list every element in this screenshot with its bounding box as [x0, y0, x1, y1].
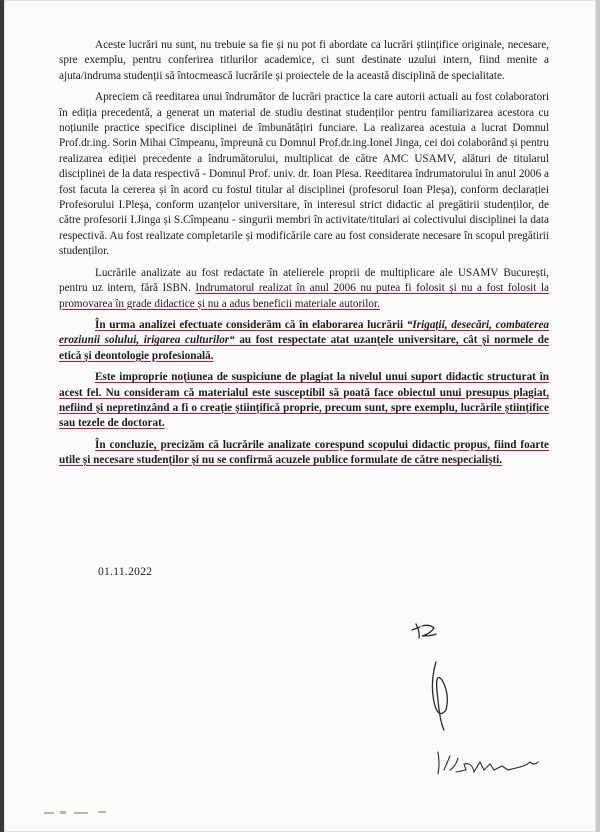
signature-2	[432, 662, 447, 730]
analysis-lead: În urma analizei efectuate considerăm că în elaborarea lucrării	[95, 318, 407, 331]
analysis-title: “Irigații, desecări, combaterea eroziunii solului, irigarea culturilor“	[59, 318, 549, 347]
signature-1	[412, 624, 436, 638]
printing-underlined-text: Indrumatorul realizat în anul 2006 nu putea fi folosit și nu a fost folosit la promovarea în grade didactice și nu a adus beneficii materiale autorilor.	[59, 282, 550, 310]
paragraph-plagiarism: Este impropriе noțiunea de suspiciune de plagiat la nivelul unui suport didactic structurat în acest fel. Nu consideram că materialul este susceptibil să poată face obiectul unui presupus plagiat, nefiind și nepretinzând a fi o creație științifică proprie, precum sunt, spre exemplu, lucrările științifice sau tezele de doctorat.	[59, 371, 549, 430]
paragraph-conclusion: În concluzie, precizăm că lucrările analizate corespund scopului didactic propus, fiind foarte utile și necesare studenților și nu se confirmă acuzele publice formulate de către nespecialiști.	[59, 438, 549, 467]
analysis-tail: au fost respectate atat uzanțele universitare, cât și normele de etică și deontologie profesională.	[59, 334, 549, 362]
printing-text: Lucrările analizate au fost redactate în atelierele proprii de multiplicare ale USAMV București, pentru uz intern, fără ISBN.	[59, 266, 549, 295]
handwritten-signatures	[4, 0, 596, 832]
paragraph-reedition: Apreciem că reeditarea unui îndrumător de lucrări practice la care autorii actuali au fost colaboratori în ediția precedentă, a generat un material de studiu destinat studenților pentru familiarizarea acestora cu noțiunile practice specifice disciplinei de îmbunătățiri funciare. La realizarea acestuia a lucrat Domnul Prof.dr.ing. Sorin Mihai Cîmpeanu, împreună cu Domnul Prof.dr.ing.Ionel Jinga, cei doi colaborând și pentru realizarea ediției precedente a îndrumătorului, multiplicat de către AMC USAMV, alături de titularul disciplinei de la data respectivă - Domnul Prof. univ. dr. Ioan Plesa. Reeditarea îndrumatorului în anul 2006 a fost facuta la cererea și în acord cu fostul titular al disciplinei (profesorul Ioan Pleșa), conform declarației Profesorului I.Pleșa, conform uzanțelor universitare, în interesul strict didactic al pregătirii studenților, de către profesorii I.Jinga și S.Cîmpeanu - singurii membri în activitate/titulari ai colectivului disciplinei la data respectivă. Au fost realizate completarile și modificările care au fost considerate necesare în scopul pregătirii studenților.	[59, 91, 549, 258]
signature-3	[438, 752, 538, 774]
scan-artifact	[44, 808, 164, 822]
paragraph-purpose: Aceste lucrări nu sunt, nu trebuie sa fie și nu pot fi abordate ca lucrări științifice originale, necesare, spre exemplu, pentru conferirea titlurilor academice, ci sunt destinate uzului intern, fiind menite a ajuta/indruma studenții să întocmească lucrările și proiectele de la această disciplină de specialitate.	[59, 39, 549, 82]
scan-noise-icon	[44, 808, 164, 820]
document-page	[4, 0, 596, 832]
document-date: 01.11.2022	[98, 566, 153, 578]
